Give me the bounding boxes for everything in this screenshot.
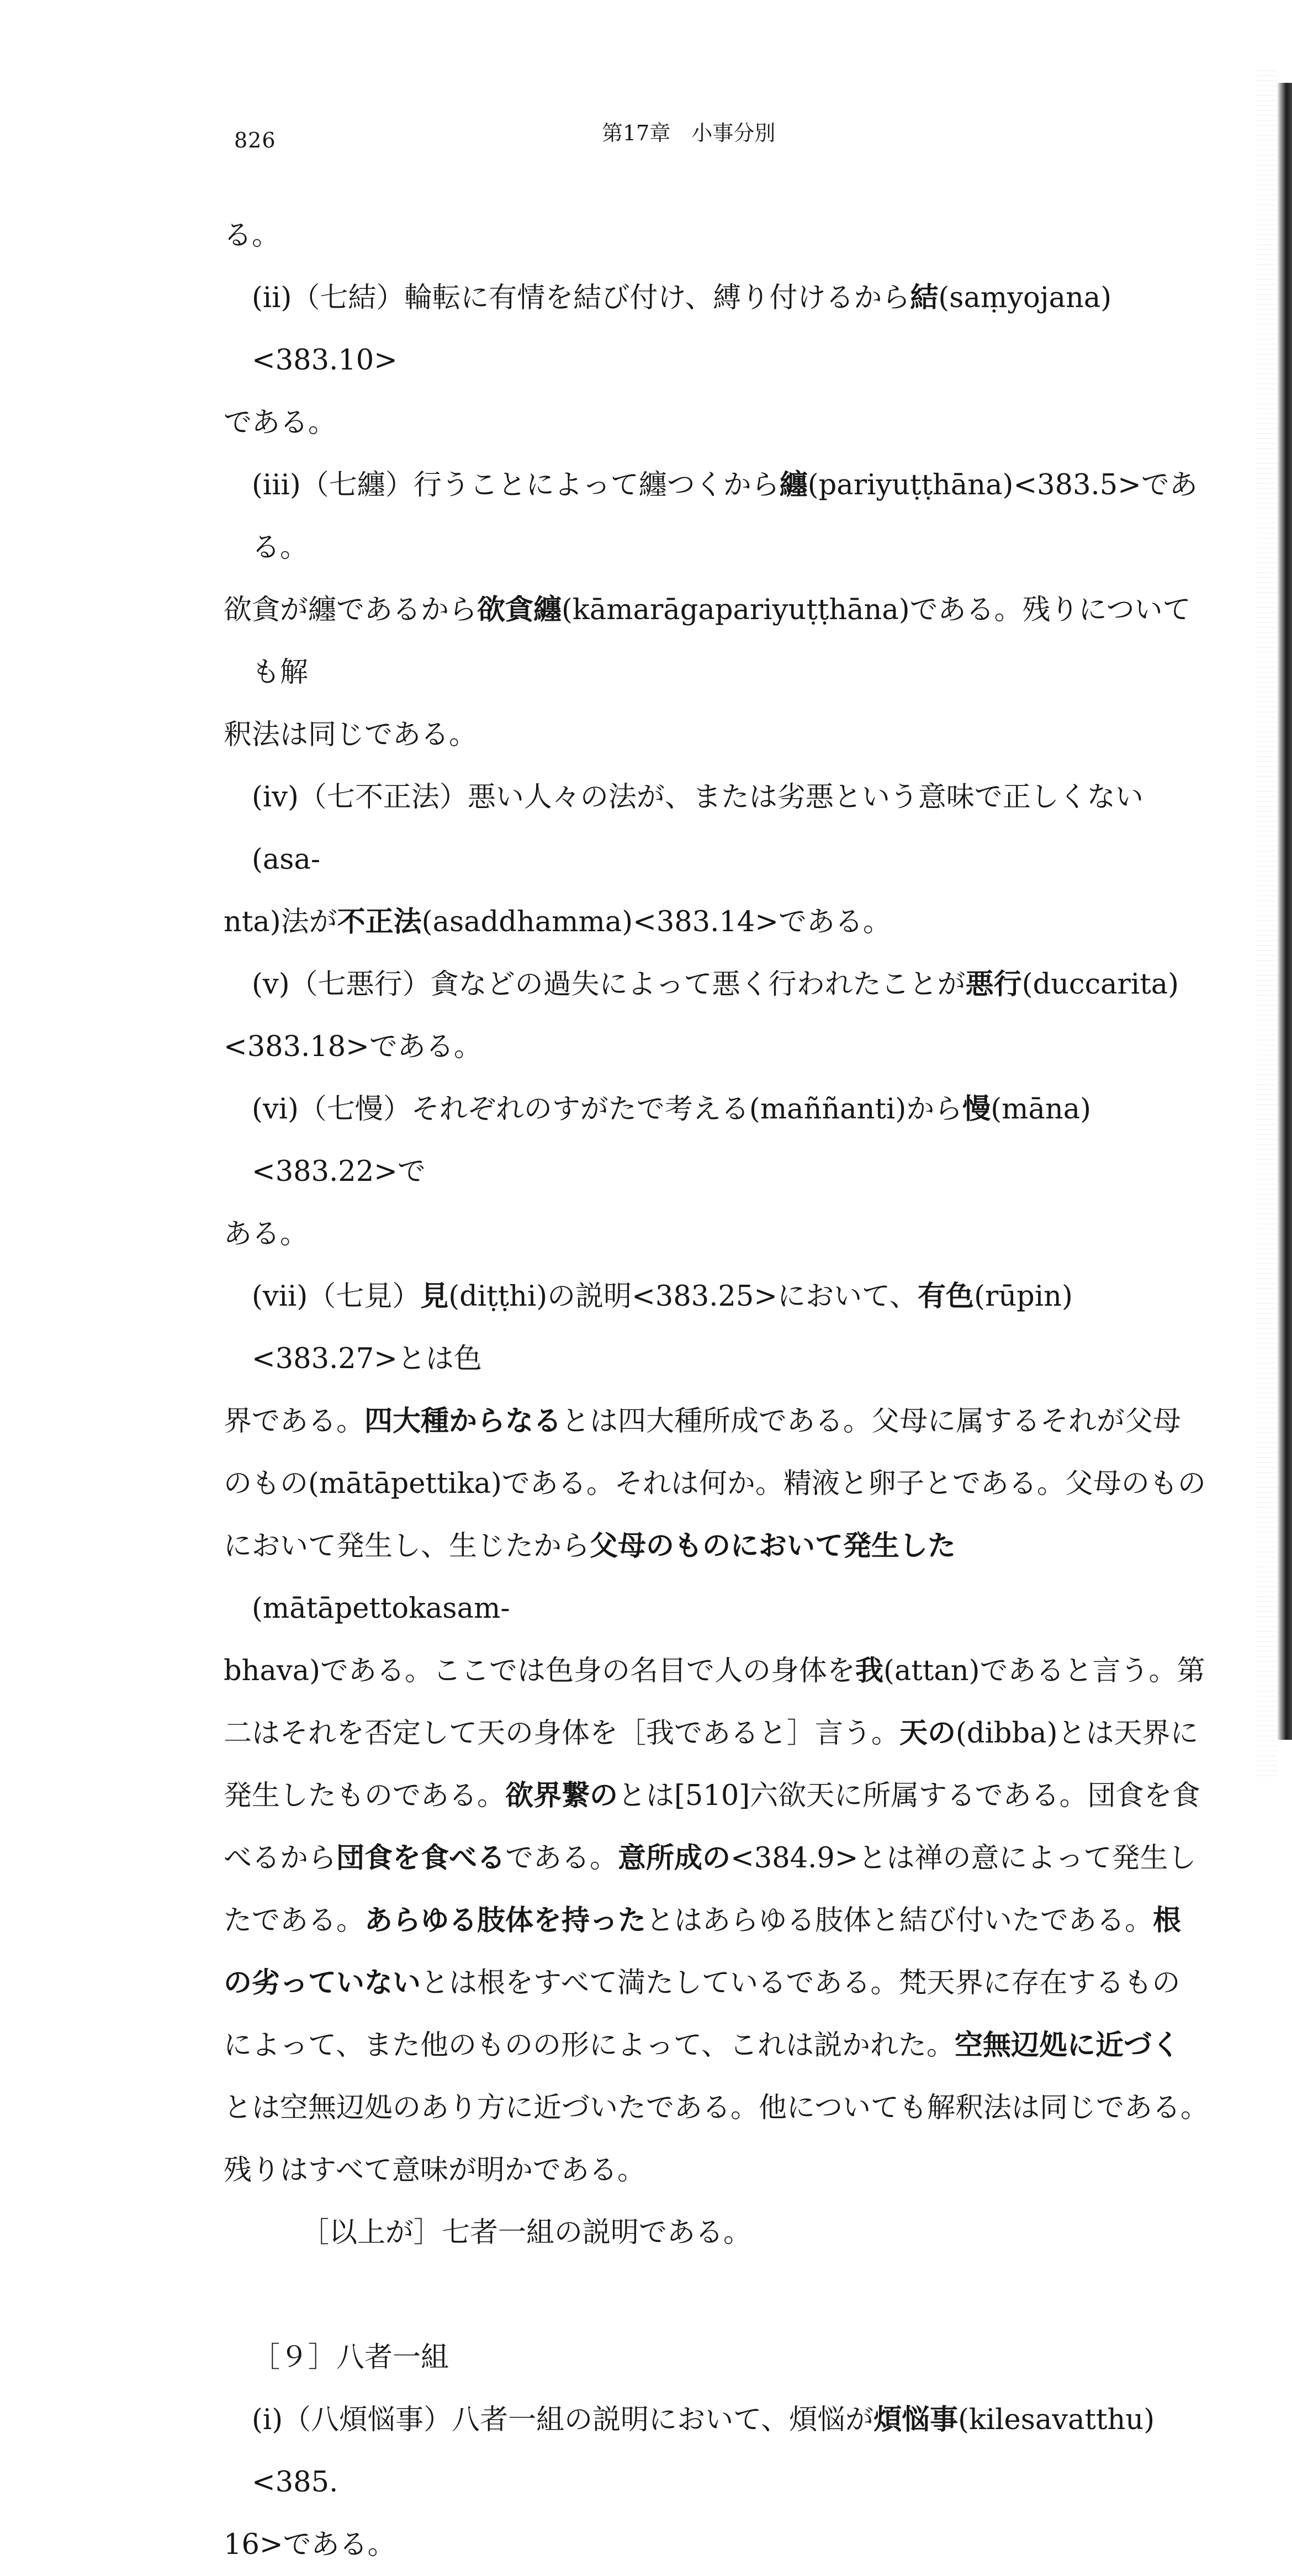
page-number: 826 xyxy=(234,128,276,152)
running-head: 第17章 小事分別 xyxy=(602,121,776,145)
paragraph-8: (i)（八煩悩事）八者一組の説明において、煩悩が煩悩事(kilesavatthu)<385. 16>である。 xyxy=(224,2404,1155,2561)
body-text xyxy=(224,204,1212,2576)
paragraph-3: (iv)（七不正法）悪い人々の法が、または劣悪という意味で正しくない(asa- nta)法が不正法(asaddhamma)<383.14>である。 xyxy=(224,781,1143,938)
paragraph-0: る。 xyxy=(224,219,280,252)
paragraph-6: (vii)（七見）見(diṭṭhi)の説明<383.25>において、有色(rūpin)<383.27>とは色 界である。四大種からなるとは四大種所成である。父母に属するそれが父母 のもの(mātāpettika)である。それは何か。精液と卵子とである。父母のもの において発生し、生じたから父母のものにおいて発生した(mātāpettokasam- bhava)である。ここでは色身の名目で人の身体を我(attan)であると言う。第 二はそれを否定して天の身体を［我であると］言う。天の(dibba)とは天界に 発生したものである。欲界繋のとは[510]六欲天に所属するである。団食を食 べるから団食を食べるである。意所成の<384.9>とは禅の意によって発生し たである。あらゆる肢体を持ったとはあらゆる肢体と結び付いたである。根 の劣っていないとは根をすべて満たしているである。梵天界に存在するもの によって、また他のものの形によって、これは説かれた。空無辺処に近づく とは空無辺処のあり方に近づいたである。他についても解釈法は同じである。 残りはすべて意味が明かである。 xyxy=(224,1280,1209,2187)
paragraph-1: (ii)（七結）輪転に有情を結び付け、縛り付けるから結(saṃyojana)<383.10> である。 xyxy=(224,282,1112,439)
paragraph-4: (v)（七悪行）貪などの過失によって悪く行われたことが悪行(duccarita) <383.18>である。 xyxy=(224,968,1179,1063)
paragraph-7: ［以上が］七者一組の説明である。 xyxy=(301,2216,752,2249)
scan-edge-noise xyxy=(1256,66,1278,1778)
paragraph-5: (vi)（七慢）それぞれのすがたで考える(maññanti)から慢(māna)<383.22>で ある。 xyxy=(224,1093,1092,1250)
paragraph-2: (iii)（七纏）行うことによって纏つくから纏(pariyuṭṭhāna)<383.5>である。 欲貪が纏であるから欲貪纏(kāmarāgapariyuṭṭhāna)である。残りについても解 釈法は同じである。 xyxy=(224,469,1198,751)
section-heading: ［９］八者一組 xyxy=(252,2341,449,2374)
scan-edge-shadow xyxy=(1278,83,1292,1740)
